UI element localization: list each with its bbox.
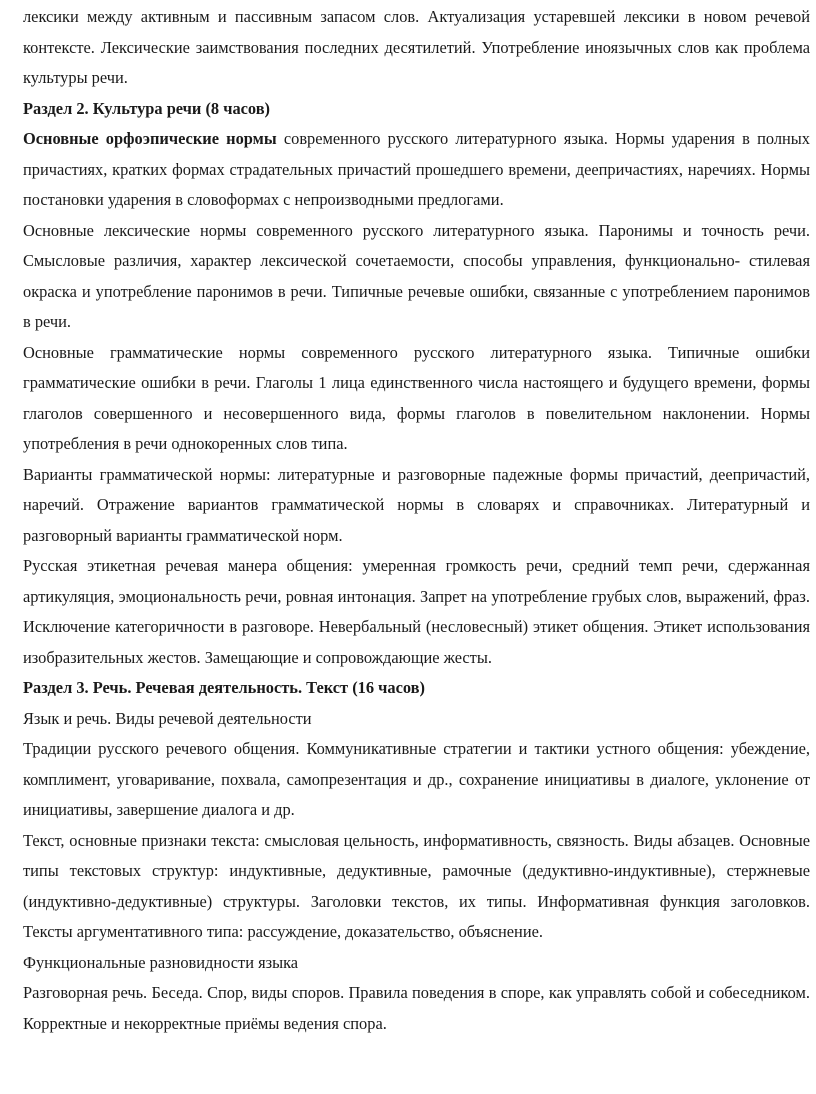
paragraph-grammar-variants: Варианты грамматической нормы: литературные и разговорные падежные формы причастий, деепричастий, наречий. Отражение вариантов грамматической нормы в словарях и справочниках. Литературный и разговорный варианты грамматической норм. [23,464,810,545]
paragraph-orthoepic-norms [23,124,810,216]
document-page [23,2,810,1039]
paragraph-lexical-norms: Основные лексические нормы современного русского литературного языка. Паронимы и точность речи. Смысловые различия, характер лексической сочетаемости, способы управления, функционально- стилевая окраска и употребление паронимов в речи. Типичные речевые ошибки, связанные с употреблением паронимов в речи. [23,220,810,331]
paragraph-text-features: Текст, основные признаки текста: смысловая цельность, информативность, связность. Виды абзацев. Основные типы текстовых структур: индуктивные, дедуктивные, рамочные (дедуктивно-индуктивные), стержневые (индуктивно-дедуктивные) структуры. Заголовки текстов, их типы. Информативная функция заголовков. Тексты аргументативного типа: рассуждение, доказательство, объяснение. [23,830,810,941]
paragraph-intro: лексики между активным и пассивным запасом слов. Актуализация устаревшей лексики в новом речевой контексте. Лексические заимствования последних десятилетий. Употребление иноязычных слов как проблема культуры речи. [23,7,810,87]
orthoepic-norms-bold-lead: Основные орфоэпические нормы [23,129,277,148]
paragraph-colloquial-speech: Разговорная речь. Беседа. Спор, виды споров. Правила поведения в споре, как управлять собой и собеседником. Корректные и некорректные приёмы ведения спора. [23,983,810,1033]
paragraph-communication-traditions: Традиции русского речевого общения. Коммуникативные стратегии и тактики устного общения: убеждение, комплимент, уговаривание, похвала, самопрезентация и др., сохранение инициативы в диалоге, уклонение от инициативы, завершение диалога и др. [23,739,810,819]
paragraph-grammar-norms: Основные грамматические нормы современного русского литературного языка. Типичные ошибки грамматические ошибки в речи. Глаголы 1 лица единственного числа настоящего и будущего времени, формы глаголов совершенного и несовершенного вида, формы глаголов в повелительном наклонении. Нормы употребления в речи однокоренных слов типа. [23,342,810,453]
orthoepic-norms-text: современного русского литературного языка. Нормы ударения в полных причастиях, кратких формах страдательных причастий прошедшего времени, деепричастиях, наречиях. Нормы постановки ударения в словоформах с непроизводными предлогами. [23,129,811,209]
section-2-heading: Раздел 2. Культура речи (8 часов) [23,98,271,118]
subheading-functional-varieties: Функциональные разновидности языка [23,952,299,972]
paragraph-speech-etiquette: Русская этикетная речевая манера общения: умеренная громкость речи, средний темп речи, сдержанная артикуляция, эмоциональность речи, ровная интонация. Запрет на употребление грубых слов, выражений, фраз. Исключение категоричности в разговоре. Невербальный (несловесный) этикет общения. Этикет использования изобразительных жестов. Замещающие и сопровождающие жесты. [23,556,810,667]
subheading-language-and-speech: Язык и речь. Виды речевой деятельности [23,708,312,728]
section-3-heading: Раздел 3. Речь. Речевая деятельность. Текст (16 часов) [23,678,425,697]
